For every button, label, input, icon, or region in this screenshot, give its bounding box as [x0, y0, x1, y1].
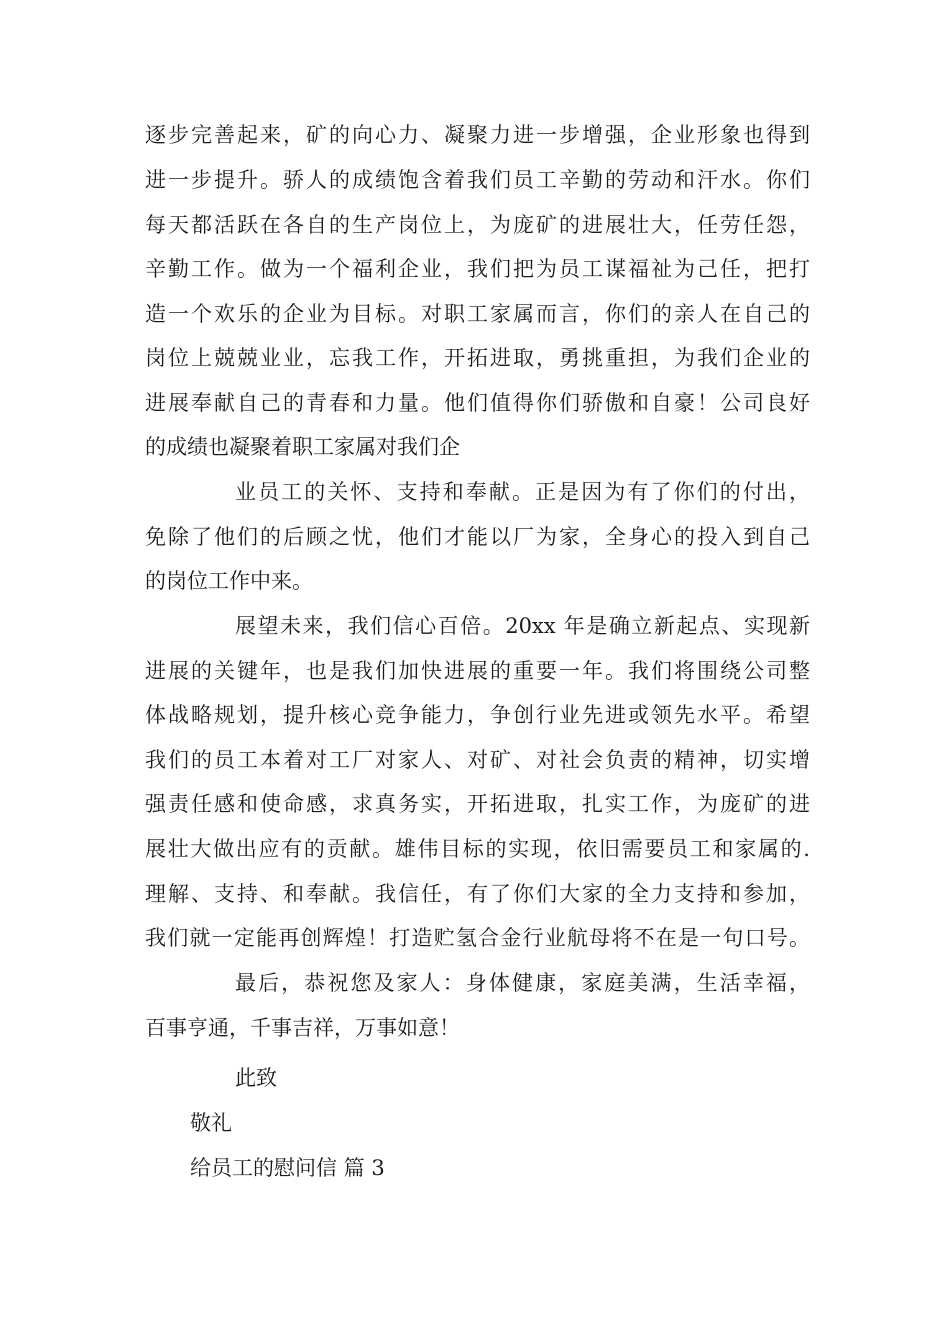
paragraph-1-line-7: 进展奉献自己的青春和力量。他们值得你们骄傲和自豪！公司良好 [145, 391, 810, 415]
paragraph-2-line-2: 免除了他们的后顾之忧，他们才能以厂为家，全身心的投入到自己 [145, 525, 810, 549]
paragraph-1-line-1: 逐步完善起来，矿的向心力、凝聚力进一步增强，企业形象也得到 [145, 123, 810, 147]
paragraph-1-line-6: 岗位上兢兢业业，忘我工作，开拓进取，勇挑重担，为我们企业的 [145, 346, 810, 370]
paragraph-3-line-1: 展望未来，我们信心百倍。20xx 年是确立新起点、实现新 [235, 614, 810, 638]
paragraph-1-line-3: 每天都活跃在各自的生产岗位上，为庞矿的进展壮大，任劳任怨， [145, 213, 810, 237]
paragraph-3-line-2: 进展的关键年，也是我们加快进展的重要一年。我们将围绕公司整 [145, 659, 810, 683]
paragraph-4-line-1: 最后，恭祝您及家人：身体健康，家庭美满，生活幸福， [235, 971, 810, 995]
paragraph-2-line-1: 业员工的关怀、支持和奉献。正是因为有了你们的付出， [235, 480, 810, 504]
closing: 敬礼 [190, 1111, 232, 1135]
paragraph-4-line-2: 百事亨通，千事吉祥，万事如意！ [145, 1016, 460, 1040]
paragraph-1-line-5: 造一个欢乐的企业为目标。对职工家属而言，你们的亲人在自己的 [145, 302, 810, 326]
paragraph-1-line-8: 的成绩也凝聚着职工家属对我们企 [145, 435, 460, 459]
paragraph-3-line-5: 强责任感和使命感，求真务实，开拓进取，扎实工作，为庞矿的进 [145, 792, 810, 816]
paragraph-1-line-2: 进一步提升。骄人的成绩饱含着我们员工辛勤的劳动和汗水。你们 [145, 168, 810, 192]
paragraph-2-line-3: 的岗位工作中来。 [145, 569, 313, 593]
paragraph-1-line-4: 辛勤工作。做为一个福利企业，我们把为员工谋福祉为己任，把打 [145, 257, 810, 281]
salutation: 此致 [235, 1066, 277, 1090]
next-section-heading: 给员工的慰问信 篇 3 [190, 1156, 385, 1180]
paragraph-3-line-7: 理解、支持、和奉献。我信任，有了你们大家的全力支持和参加， [145, 882, 810, 906]
paragraph-3-line-6: 展壮大做出应有的贡献。雄伟目标的实现，依旧需要员工和家属的. [145, 837, 810, 861]
paragraph-3-line-4: 我们的员工本着对工厂对家人、对矿、对社会负责的精神，切实增 [145, 748, 810, 772]
paragraph-3-line-3: 体战略规划，提升核心竞争能力，争创行业先进或领先水平。希望 [145, 703, 810, 727]
paragraph-3-line-8: 我们就一定能再创辉煌！打造贮氢合金行业航母将不在是一句口号。 [145, 926, 810, 950]
